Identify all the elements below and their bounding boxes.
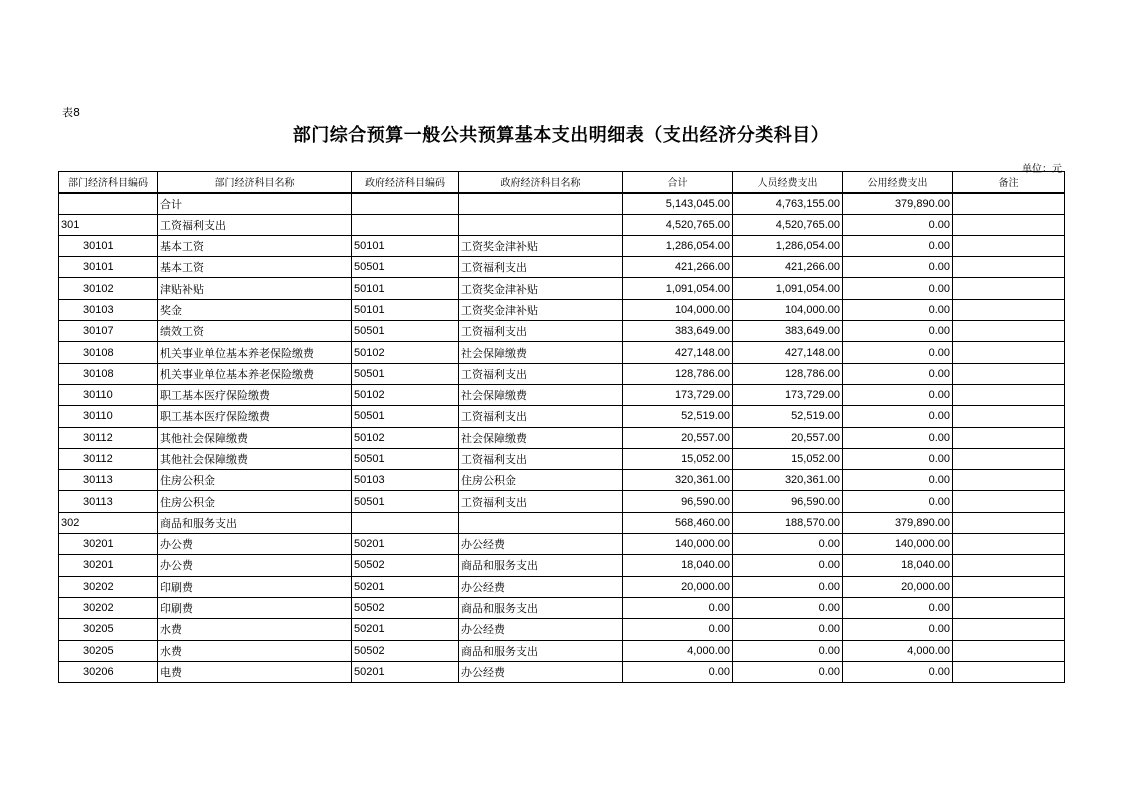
cell-public: 0.00 <box>843 619 953 640</box>
cell-personnel: 4,763,155.00 <box>733 193 843 214</box>
cell-dept-name: 奖金 <box>158 299 352 320</box>
cell-dept-name: 水费 <box>158 640 352 661</box>
cell-dept-code: 30107 <box>59 321 158 342</box>
cell-public: 0.00 <box>843 278 953 299</box>
col-header-note: 备注 <box>953 172 1065 193</box>
cell-personnel: 15,052.00 <box>733 448 843 469</box>
cell-total: 4,520,765.00 <box>623 214 733 235</box>
cell-dept-code: 30110 <box>59 384 158 405</box>
cell-dept-name: 住房公积金 <box>158 491 352 512</box>
cell-total: 383,649.00 <box>623 321 733 342</box>
cell-public: 0.00 <box>843 661 953 682</box>
cell-gov-code <box>352 193 459 214</box>
cell-personnel: 52,519.00 <box>733 406 843 427</box>
cell-gov-code <box>352 214 459 235</box>
table-header-row <box>59 172 1065 193</box>
cell-gov-name <box>459 512 623 533</box>
cell-public: 0.00 <box>843 491 953 512</box>
cell-total: 568,460.00 <box>623 512 733 533</box>
cell-note <box>953 512 1065 533</box>
cell-note <box>953 214 1065 235</box>
cell-dept-code: 30205 <box>59 619 158 640</box>
cell-personnel: 0.00 <box>733 555 843 576</box>
cell-gov-name: 工资福利支出 <box>459 363 623 384</box>
cell-personnel: 4,520,765.00 <box>733 214 843 235</box>
cell-dept-name: 基本工资 <box>158 235 352 256</box>
table-row <box>59 491 1065 512</box>
cell-dept-name: 商品和服务支出 <box>158 512 352 533</box>
table-row <box>59 448 1065 469</box>
table-row <box>59 534 1065 555</box>
cell-total: 140,000.00 <box>623 534 733 555</box>
cell-personnel: 128,786.00 <box>733 363 843 384</box>
cell-gov-code: 50501 <box>352 406 459 427</box>
cell-dept-code: 30201 <box>59 534 158 555</box>
cell-gov-name: 工资福利支出 <box>459 257 623 278</box>
cell-gov-code: 50501 <box>352 491 459 512</box>
cell-gov-code: 50102 <box>352 384 459 405</box>
table-row <box>59 661 1065 682</box>
cell-total: 18,040.00 <box>623 555 733 576</box>
cell-public: 0.00 <box>843 257 953 278</box>
cell-note <box>953 342 1065 363</box>
cell-total: 427,148.00 <box>623 342 733 363</box>
cell-gov-name: 工资福利支出 <box>459 491 623 512</box>
col-header-dept-code: 部门经济科目编码 <box>59 172 158 193</box>
table-row <box>59 640 1065 661</box>
cell-gov-code: 50501 <box>352 321 459 342</box>
cell-gov-name: 工资奖金津补贴 <box>459 299 623 320</box>
cell-public: 0.00 <box>843 235 953 256</box>
cell-dept-name: 电费 <box>158 661 352 682</box>
cell-dept-code: 30206 <box>59 661 158 682</box>
cell-dept-code: 30113 <box>59 470 158 491</box>
cell-total: 173,729.00 <box>623 384 733 405</box>
cell-personnel: 0.00 <box>733 661 843 682</box>
cell-dept-code: 30202 <box>59 597 158 618</box>
unit-label: 单位：元 <box>1022 164 1062 175</box>
cell-dept-code: 301 <box>59 214 158 235</box>
cell-dept-name: 住房公积金 <box>158 470 352 491</box>
cell-gov-code: 50501 <box>352 448 459 469</box>
cell-note <box>953 363 1065 384</box>
cell-note <box>953 384 1065 405</box>
cell-personnel: 1,091,054.00 <box>733 278 843 299</box>
cell-personnel: 427,148.00 <box>733 342 843 363</box>
cell-personnel: 421,266.00 <box>733 257 843 278</box>
table-row <box>59 257 1065 278</box>
cell-gov-name: 办公经费 <box>459 534 623 555</box>
cell-personnel: 0.00 <box>733 640 843 661</box>
cell-gov-code: 50502 <box>352 597 459 618</box>
cell-public: 0.00 <box>843 321 953 342</box>
cell-gov-name <box>459 193 623 214</box>
cell-gov-code: 50101 <box>352 235 459 256</box>
table-row <box>59 384 1065 405</box>
cell-total: 20,000.00 <box>623 576 733 597</box>
cell-dept-name: 办公费 <box>158 555 352 576</box>
col-header-dept-name: 部门经济科目名称 <box>158 172 352 193</box>
cell-gov-code: 50502 <box>352 555 459 576</box>
cell-gov-name: 住房公积金 <box>459 470 623 491</box>
cell-total: 128,786.00 <box>623 363 733 384</box>
cell-gov-name: 工资福利支出 <box>459 321 623 342</box>
cell-dept-name: 绩效工资 <box>158 321 352 342</box>
cell-personnel: 173,729.00 <box>733 384 843 405</box>
cell-gov-name: 工资奖金津补贴 <box>459 278 623 299</box>
cell-dept-name: 基本工资 <box>158 257 352 278</box>
cell-note <box>953 491 1065 512</box>
cell-public: 18,040.00 <box>843 555 953 576</box>
cell-public: 4,000.00 <box>843 640 953 661</box>
cell-personnel: 188,570.00 <box>733 512 843 533</box>
cell-gov-code: 50101 <box>352 299 459 320</box>
table-row <box>59 406 1065 427</box>
cell-dept-code: 30101 <box>59 235 158 256</box>
cell-public: 0.00 <box>843 448 953 469</box>
cell-dept-name: 职工基本医疗保险缴费 <box>158 384 352 405</box>
cell-gov-name: 工资福利支出 <box>459 406 623 427</box>
table-row <box>59 512 1065 533</box>
cell-personnel: 0.00 <box>733 534 843 555</box>
table-row <box>59 619 1065 640</box>
cell-dept-name: 津贴补贴 <box>158 278 352 299</box>
cell-dept-code: 30110 <box>59 406 158 427</box>
cell-note <box>953 555 1065 576</box>
cell-gov-name <box>459 214 623 235</box>
cell-dept-name: 合计 <box>158 193 352 214</box>
cell-total: 320,361.00 <box>623 470 733 491</box>
cell-dept-name: 办公费 <box>158 534 352 555</box>
cell-gov-code: 50501 <box>352 363 459 384</box>
cell-gov-code: 50201 <box>352 534 459 555</box>
cell-personnel: 0.00 <box>733 576 843 597</box>
cell-note <box>953 257 1065 278</box>
cell-dept-code: 30101 <box>59 257 158 278</box>
cell-total: 4,000.00 <box>623 640 733 661</box>
table-body <box>59 193 1065 683</box>
cell-dept-code: 30112 <box>59 448 158 469</box>
cell-dept-name: 机关事业单位基本养老保险缴费 <box>158 363 352 384</box>
table-row <box>59 470 1065 491</box>
cell-dept-code: 30113 <box>59 491 158 512</box>
table-row <box>59 555 1065 576</box>
cell-note <box>953 406 1065 427</box>
cell-personnel: 0.00 <box>733 597 843 618</box>
table-row <box>59 214 1065 235</box>
cell-note <box>953 321 1065 342</box>
page-title: 部门综合预算一般公共预算基本支出明细表（支出经济分类科目） <box>292 125 830 146</box>
cell-gov-code: 50201 <box>352 619 459 640</box>
cell-dept-code: 30102 <box>59 278 158 299</box>
cell-total: 421,266.00 <box>623 257 733 278</box>
cell-total: 1,286,054.00 <box>623 235 733 256</box>
cell-note <box>953 576 1065 597</box>
cell-gov-code: 50501 <box>352 257 459 278</box>
table-row <box>59 363 1065 384</box>
cell-total: 20,557.00 <box>623 427 733 448</box>
cell-gov-name: 办公经费 <box>459 576 623 597</box>
cell-dept-code: 30103 <box>59 299 158 320</box>
cell-gov-code: 50103 <box>352 470 459 491</box>
cell-note <box>953 661 1065 682</box>
table-row <box>59 342 1065 363</box>
cell-dept-code: 30205 <box>59 640 158 661</box>
cell-public: 0.00 <box>843 470 953 491</box>
cell-dept-code: 30201 <box>59 555 158 576</box>
cell-public: 379,890.00 <box>843 193 953 214</box>
cell-gov-name: 社会保障缴费 <box>459 427 623 448</box>
cell-dept-code: 30202 <box>59 576 158 597</box>
cell-personnel: 96,590.00 <box>733 491 843 512</box>
cell-public: 379,890.00 <box>843 512 953 533</box>
cell-public: 140,000.00 <box>843 534 953 555</box>
table-row <box>59 576 1065 597</box>
cell-gov-name: 商品和服务支出 <box>459 597 623 618</box>
cell-note <box>953 619 1065 640</box>
cell-gov-code: 50102 <box>352 342 459 363</box>
cell-dept-code <box>59 193 158 214</box>
cell-gov-code: 50201 <box>352 576 459 597</box>
cell-total: 52,519.00 <box>623 406 733 427</box>
cell-gov-name: 社会保障缴费 <box>459 384 623 405</box>
cell-personnel: 383,649.00 <box>733 321 843 342</box>
cell-gov-name: 商品和服务支出 <box>459 555 623 576</box>
cell-dept-name: 印刷费 <box>158 597 352 618</box>
table-row <box>59 597 1065 618</box>
cell-note <box>953 278 1065 299</box>
cell-note <box>953 193 1065 214</box>
cell-total: 104,000.00 <box>623 299 733 320</box>
cell-note <box>953 470 1065 491</box>
col-header-personnel: 人员经费支出 <box>733 172 843 193</box>
cell-gov-name: 社会保障缴费 <box>459 342 623 363</box>
cell-personnel: 0.00 <box>733 619 843 640</box>
cell-dept-name: 职工基本医疗保险缴费 <box>158 406 352 427</box>
cell-public: 0.00 <box>843 342 953 363</box>
col-header-total: 合计 <box>623 172 733 193</box>
col-header-gov-code: 政府经济科目编码 <box>352 172 459 193</box>
table-number: 表8 <box>62 106 80 119</box>
cell-dept-name: 机关事业单位基本养老保险缴费 <box>158 342 352 363</box>
cell-gov-code: 50102 <box>352 427 459 448</box>
cell-personnel: 104,000.00 <box>733 299 843 320</box>
cell-gov-name: 办公经费 <box>459 661 623 682</box>
cell-dept-code: 30112 <box>59 427 158 448</box>
cell-dept-name: 其他社会保障缴费 <box>158 448 352 469</box>
table-row <box>59 235 1065 256</box>
cell-public: 0.00 <box>843 406 953 427</box>
cell-gov-code: 50502 <box>352 640 459 661</box>
table-row <box>59 193 1065 214</box>
cell-dept-code: 30108 <box>59 363 158 384</box>
cell-public: 0.00 <box>843 363 953 384</box>
cell-note <box>953 597 1065 618</box>
cell-public: 0.00 <box>843 597 953 618</box>
cell-total: 5,143,045.00 <box>623 193 733 214</box>
cell-gov-code: 50201 <box>352 661 459 682</box>
cell-total: 0.00 <box>623 661 733 682</box>
cell-dept-name: 印刷费 <box>158 576 352 597</box>
cell-public: 0.00 <box>843 427 953 448</box>
cell-total: 96,590.00 <box>623 491 733 512</box>
budget-table <box>58 171 1065 683</box>
col-header-public: 公用经费支出 <box>843 172 953 193</box>
cell-public: 20,000.00 <box>843 576 953 597</box>
cell-total: 15,052.00 <box>623 448 733 469</box>
cell-public: 0.00 <box>843 214 953 235</box>
cell-dept-name: 工资福利支出 <box>158 214 352 235</box>
table-row <box>59 299 1065 320</box>
cell-note <box>953 448 1065 469</box>
cell-note <box>953 640 1065 661</box>
cell-public: 0.00 <box>843 384 953 405</box>
cell-gov-name: 办公经费 <box>459 619 623 640</box>
cell-note <box>953 299 1065 320</box>
table-row <box>59 427 1065 448</box>
cell-gov-name: 工资奖金津补贴 <box>459 235 623 256</box>
cell-gov-name: 工资福利支出 <box>459 448 623 469</box>
cell-personnel: 320,361.00 <box>733 470 843 491</box>
cell-dept-code: 30108 <box>59 342 158 363</box>
cell-dept-name: 其他社会保障缴费 <box>158 427 352 448</box>
cell-dept-name: 水费 <box>158 619 352 640</box>
cell-gov-name: 商品和服务支出 <box>459 640 623 661</box>
cell-personnel: 1,286,054.00 <box>733 235 843 256</box>
cell-public: 0.00 <box>843 299 953 320</box>
cell-note <box>953 534 1065 555</box>
table-row <box>59 321 1065 342</box>
col-header-gov-name: 政府经济科目名称 <box>459 172 623 193</box>
cell-note <box>953 427 1065 448</box>
cell-personnel: 20,557.00 <box>733 427 843 448</box>
cell-note <box>953 235 1065 256</box>
cell-total: 1,091,054.00 <box>623 278 733 299</box>
cell-gov-code: 50101 <box>352 278 459 299</box>
cell-gov-code <box>352 512 459 533</box>
cell-total: 0.00 <box>623 619 733 640</box>
table-row <box>59 278 1065 299</box>
cell-dept-code: 302 <box>59 512 158 533</box>
cell-total: 0.00 <box>623 597 733 618</box>
